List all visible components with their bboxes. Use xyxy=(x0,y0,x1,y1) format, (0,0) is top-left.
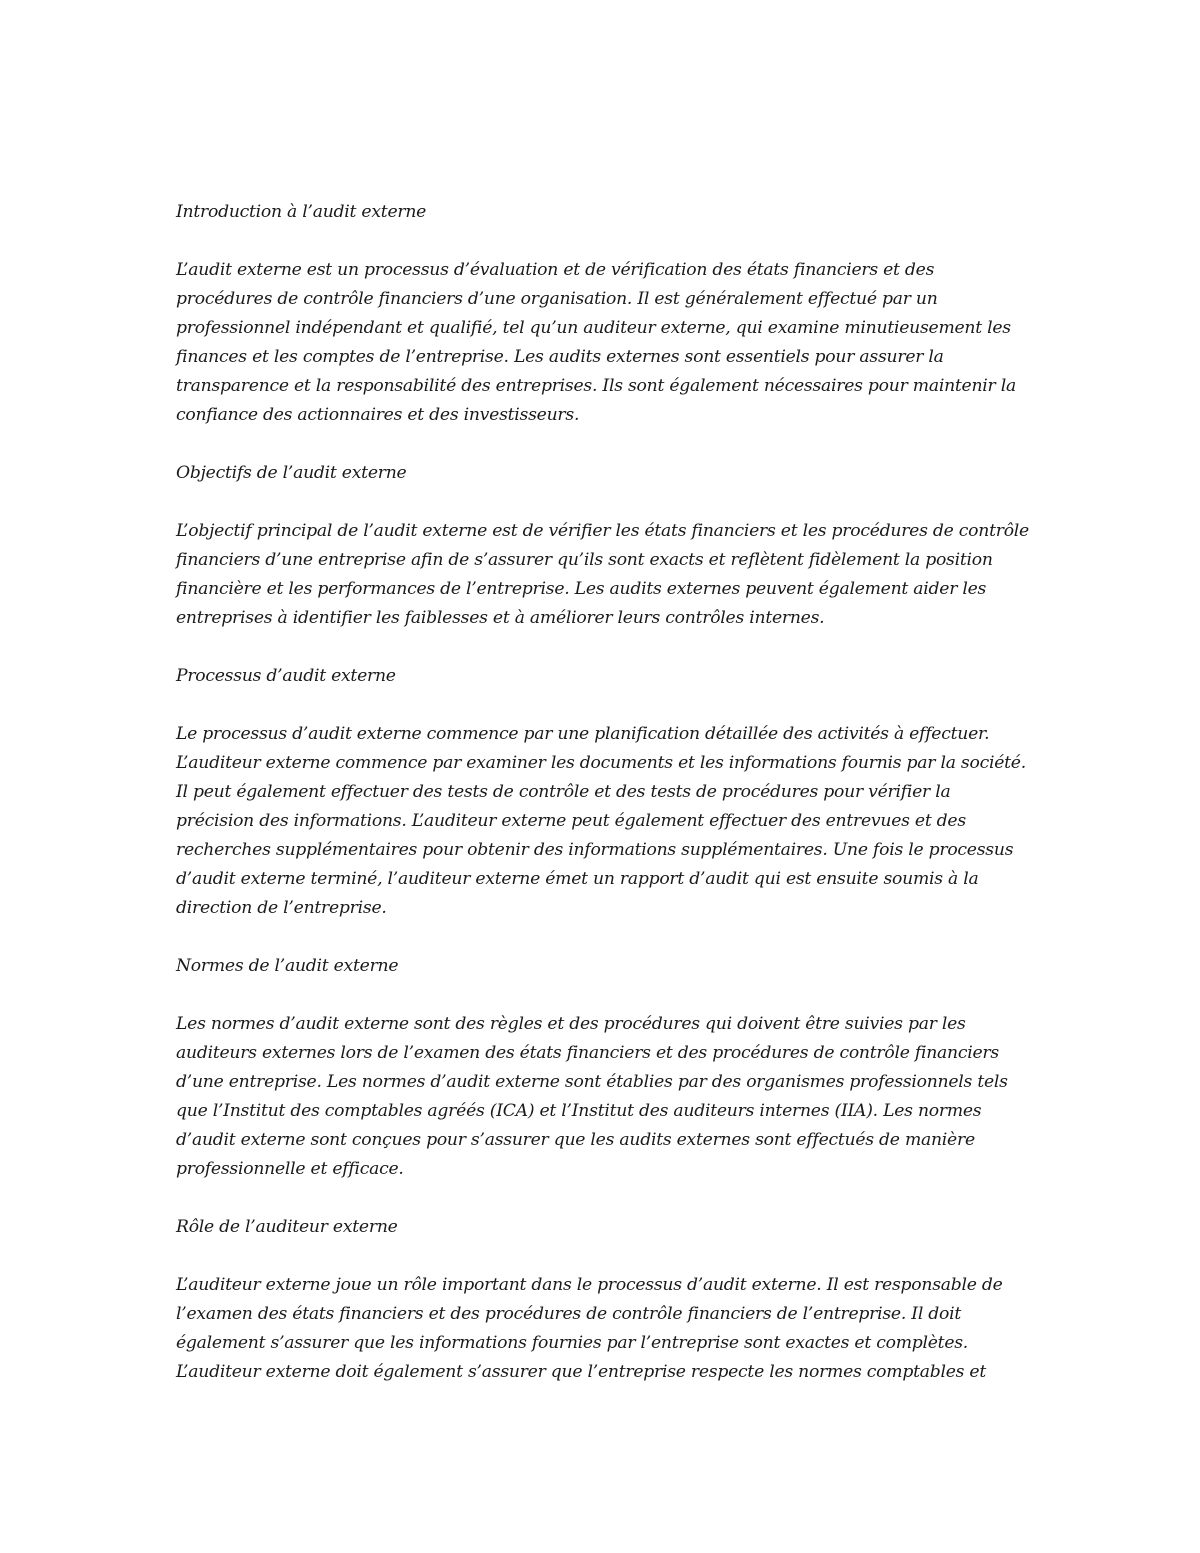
section-heading-objectifs: Objectifs de l’audit externe xyxy=(176,463,407,483)
section-paragraph-objectifs: L’objectif principal de l’audit externe est de vérifier les états financiers et les procédures de contrôle financiers d’une entreprise afin de s’assurer qu’ils sont exacts et reflètent fidèlement la position financière et les performances de l’entreprise. Les audits externes peuvent également aider les entreprises à identifier les faiblesses et à améliorer leurs contrôles internes. xyxy=(176,521,1029,628)
section-heading-normes: Normes de l’audit externe xyxy=(176,956,399,976)
document-body xyxy=(176,198,1031,1416)
section-paragraph-introduction: L’audit externe est un processus d’évaluation et de vérification des états financiers et des procédures de contrôle financiers d’une organisation. Il est généralement effectué par un professionnel indépendant et qualifié, tel qu’un auditeur externe, qui examine minutieusement les finances et les comptes de l’entreprise. Les audits externes sont essentiels pour assurer la transparence et la responsabilité des entreprises. Ils sont également nécessaires pour maintenir la confiance des actionnaires et des investisseurs. xyxy=(176,260,1016,425)
section-paragraph-role: L’auditeur externe joue un rôle important dans le processus d’audit externe. Il est responsable de l’examen des états financiers et des procédures de contrôle financiers de l’entreprise. Il doit également s’assurer que les informations fournies par l’entreprise sont exactes et complètes. L’auditeur externe doit également s’assurer que l’entreprise respecte les normes comptables et xyxy=(176,1275,1003,1382)
section-paragraph-normes: Les normes d’audit externe sont des règles et des procédures qui doivent être suivies par les auditeurs externes lors de l’examen des états financiers et des procédures de contrôle financiers d’une entreprise. Les normes d’audit externe sont établies par des organismes professionnels tels que l’Institut des comptables agréés (ICA) et l’Institut des auditeurs internes (IIA). Les normes d’audit externe sont conçues pour s’assurer que les audits externes sont effectués de manière professionnelle et efficace. xyxy=(176,1014,1008,1179)
section-heading-processus: Processus d’audit externe xyxy=(176,666,396,686)
section-paragraph-processus: Le processus d’audit externe commence par une planification détaillée des activités à effectuer. L’auditeur externe commence par examiner les documents et les informations fournis par la société. Il peut également effectuer des tests de contrôle et des tests de procédures pour vérifier la précision des informations. L’auditeur externe peut également effectuer des entrevues et des recherches supplémentaires pour obtenir des informations supplémentaires. Une fois le processus d’audit externe terminé, l’auditeur externe émet un rapport d’audit qui est ensuite soumis à la direction de l’entreprise. xyxy=(176,724,1026,918)
section-heading-role: Rôle de l’auditeur externe xyxy=(176,1217,398,1237)
section-heading-introduction: Introduction à l’audit externe xyxy=(176,202,427,222)
